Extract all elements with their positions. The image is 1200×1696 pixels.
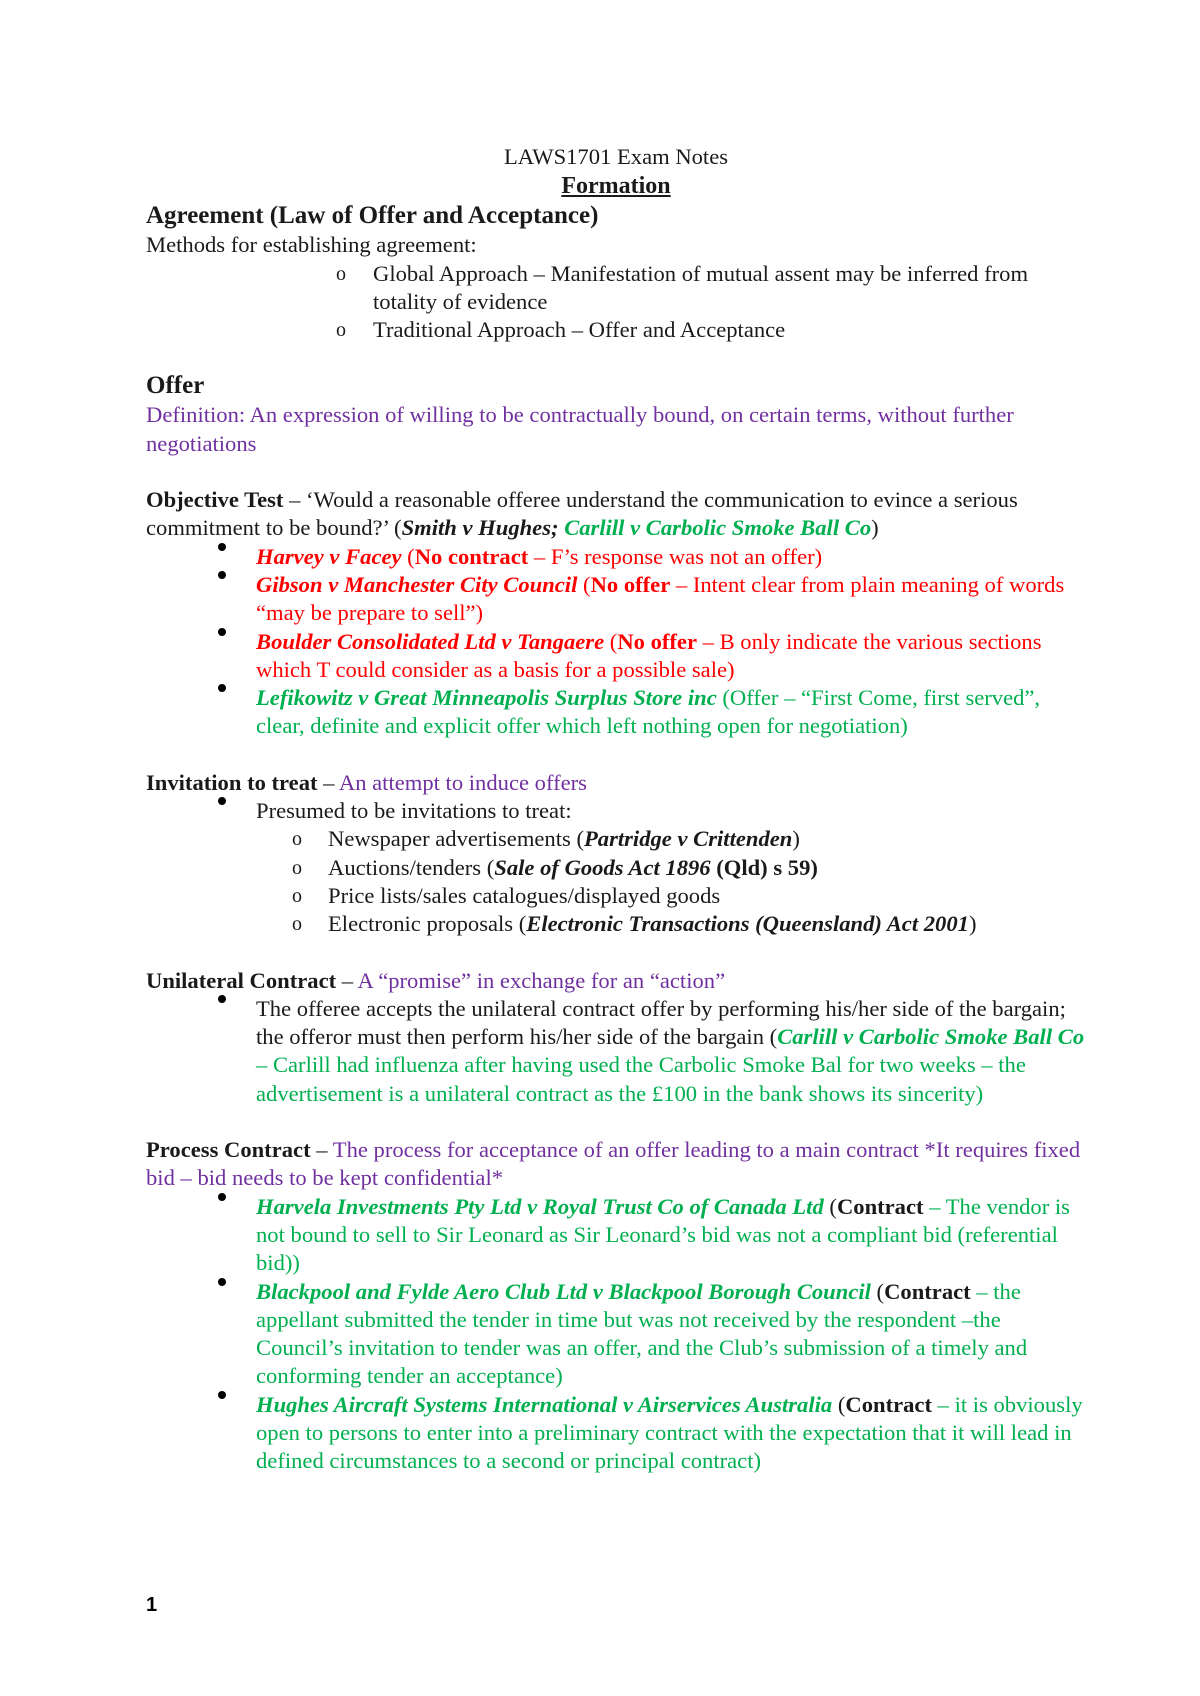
bullet-icon <box>218 1278 226 1286</box>
unilateral-list <box>146 995 1086 1108</box>
list-item: Harvela Investments Pty Ltd v Royal Trust Co of Canada Ltd (Contract – The vendor is not bound to sell to Sir Leonard as Sir Leonard’s bid was not a compliant bid (referential bid)) <box>146 1193 1086 1278</box>
itt-list <box>146 797 1086 938</box>
bullet-icon <box>218 571 226 579</box>
methods-intro: Methods for establishing agreement: <box>146 232 477 258</box>
invitation-to-treat: Invitation to treat – An attempt to induce offers <box>146 769 587 795</box>
circle-bullet-icon: o <box>292 913 302 936</box>
methods-list <box>146 260 1086 345</box>
list-item: o Auctions/tenders (Sale of Goods Act 1896 (Qld) s 59) <box>146 854 1086 882</box>
list-item: o Global Approach – Manifestation of mutual assent may be inferred from totality of evidence <box>336 260 1029 314</box>
list-item: Blackpool and Fylde Aero Club Ltd v Blackpool Borough Council (Contract – the appellant submitted the tender in time but was not received by the respondent –the Council’s invitation to tender was an offer, and the Club’s submission of a timely and conforming tender an acceptance) <box>146 1278 1086 1391</box>
circle-bullet-icon: o <box>292 828 302 851</box>
bullet-icon <box>218 543 226 551</box>
unilateral-contract: Unilateral Contract – A “promise” in exchange for an “action” <box>146 967 726 993</box>
list-item: o Price lists/sales catalogues/displayed goods <box>146 882 1086 910</box>
process-cases-list <box>146 1193 1086 1476</box>
list-item: Hughes Aircraft Systems International v Airservices Australia (Contract – it is obviously open to persons to enter into a preliminary contract with the expectation that it will lead in defined circumstances to a second or principal contract) <box>146 1391 1086 1476</box>
objective-cases-list <box>146 543 1086 741</box>
list-item: Harvey v Facey (No contract – F’s response was not an offer) <box>146 543 1086 571</box>
list-item: o Newspaper advertisements (Partridge v Crittenden) <box>146 825 1086 853</box>
bullet-icon <box>218 1193 226 1201</box>
page-number: 1 <box>146 1594 158 1616</box>
process-contract: Process Contract – The process for acceptance of an offer leading to a main contract *It requires fixed bid – bid needs to be kept confidential* <box>146 1137 1081 1191</box>
bullet-icon <box>218 797 226 805</box>
bullet-icon <box>218 684 226 692</box>
list-item: Boulder Consolidated Ltd v Tangaere (No offer – B only indicate the various sections which T could consider as a basis for a possible sale) <box>146 628 1086 685</box>
circle-bullet-icon: o <box>336 319 346 342</box>
formation-heading: Formation <box>561 173 671 200</box>
list-item: Lefikowitz v Great Minneapolis Surplus Store inc (Offer – “First Come, first served”, clear, definite and explicit offer which left nothing open for negotiation) <box>146 684 1086 741</box>
offer-definition: Definition: An expression of willing to be contractually bound, on certain terms, without further negotiations <box>146 402 1014 456</box>
bullet-icon <box>218 628 226 636</box>
circle-bullet-icon: o <box>336 262 346 285</box>
bullet-icon <box>218 1391 226 1399</box>
bullet-icon <box>218 995 226 1003</box>
list-item: The offeree accepts the unilateral contract offer by performing his/her side of the bargain; the offeror must then perform his/her side of the bargain (Carlill v Carbolic Smoke Ball Co – Carlill had influenza after having used the Carbolic Smoke Bal for two weeks – the advertisement is a unilateral contract as the £100 in the bank shows its sincerity) <box>146 995 1086 1108</box>
agreement-heading: Agreement (Law of Offer and Acceptance) <box>146 202 599 230</box>
list-item: Gibson v Manchester City Council (No offer – Intent clear from plain meaning of words “may be prepare to sell”) <box>146 571 1086 628</box>
objective-test: Objective Test – ‘Would a reasonable offeree understand the communication to evince a serious commitment to be bound?’ (Smith v Hughes; Carlill v Carbolic Smoke Ball Co) <box>146 487 1018 541</box>
list-item: o Traditional Approach – Offer and Acceptance <box>146 316 1086 344</box>
circle-bullet-icon: o <box>292 856 302 879</box>
document-title: LAWS1701 Exam Notes <box>503 144 729 169</box>
document-body <box>146 143 1086 1476</box>
circle-bullet-icon: o <box>292 884 302 907</box>
list-item: o Electronic proposals (Electronic Transactions (Queensland) Act 2001) <box>146 910 1086 938</box>
offer-heading: Offer <box>146 372 205 400</box>
list-item: Presumed to be invitations to treat: <box>146 797 1086 825</box>
